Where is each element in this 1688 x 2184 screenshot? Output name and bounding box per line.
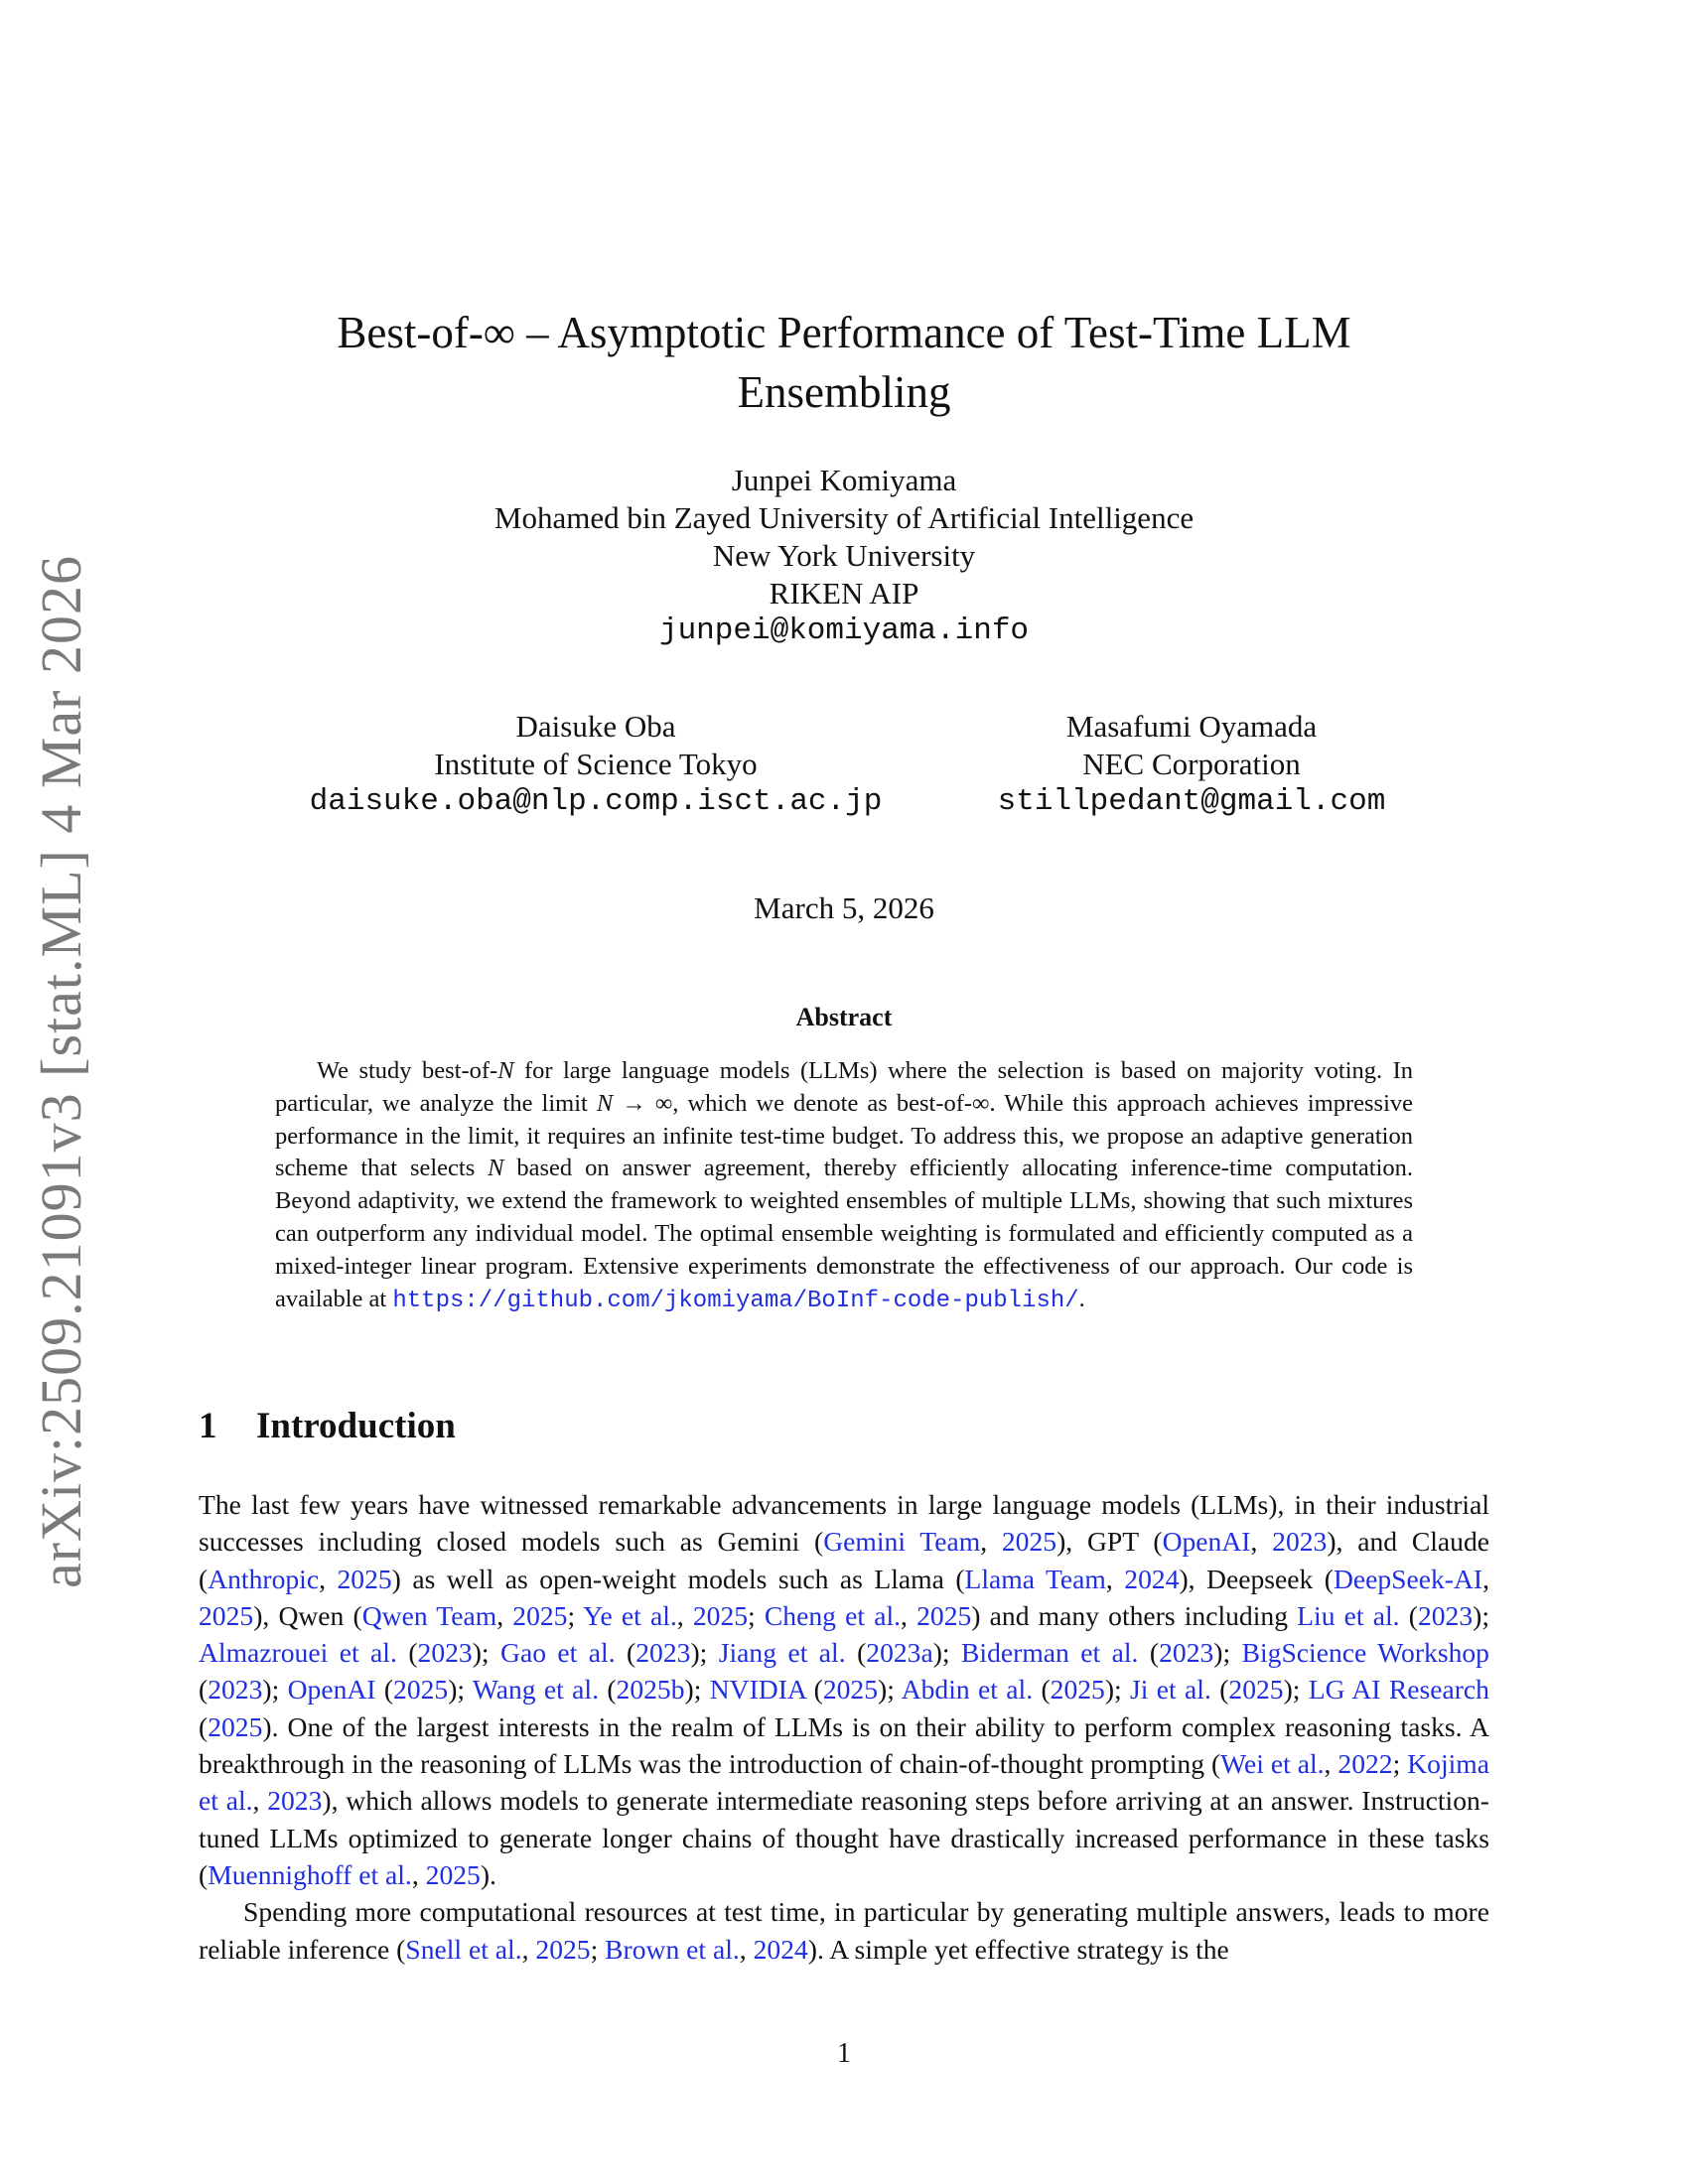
citation-link[interactable]: Biderman et al. xyxy=(961,1637,1139,1669)
paragraph-text: ; xyxy=(748,1599,765,1631)
publication-date: March 5, 2026 xyxy=(754,890,934,925)
citation-link[interactable]: 2025 xyxy=(199,1599,254,1631)
paragraph-text: ( xyxy=(1033,1674,1051,1706)
paragraph-text: ) and many others including xyxy=(971,1599,1298,1631)
paragraph-text: ); xyxy=(690,1637,719,1669)
author-affiliation: RIKEN AIP xyxy=(769,576,919,611)
citation-link[interactable]: 2023 xyxy=(208,1674,263,1706)
author-email: stillpedant@gmail.com xyxy=(997,784,1386,819)
paragraph-text: ( xyxy=(1210,1674,1229,1706)
paragraph-text: ), and Claude ( xyxy=(199,1526,1489,1594)
paragraph-text: ). A simple yet effective strategy is the xyxy=(807,1933,1229,1965)
abstract-body xyxy=(275,1055,1413,1317)
intro-paragraph-2 xyxy=(199,1893,1489,1968)
title-line-2: Ensembling xyxy=(737,367,951,417)
abstract-text: . xyxy=(1078,1285,1085,1312)
author-email: junpei@komiyama.info xyxy=(658,614,1030,648)
citation-link[interactable]: OpenAI xyxy=(1162,1526,1251,1558)
citation-link[interactable]: Kojima et al. xyxy=(199,1748,1490,1817)
paragraph-text: The last few years have witnessed remarkable advancements in large language models (LLMs), in their industrial successes including closed models such as Gemini ( xyxy=(199,1489,1489,1558)
citation-link[interactable]: BigScience Workshop xyxy=(1241,1637,1489,1669)
paper-title xyxy=(258,303,1430,422)
citation-link[interactable]: LG AI Research xyxy=(1308,1674,1489,1706)
paragraph-text: ( xyxy=(845,1637,867,1669)
math-symbol: N xyxy=(596,1089,614,1117)
abstract-text: based on answer agreement, thereby efficiently allocating inference-time computation. Beyond adaptivity, we extend the framework to weighted ensembles of multiple LLMs, showing that such mixtures can outperform any individual model. The optimal ensemble weighting is formulated and efficiently computed as a mixed-integer linear program. Extensive experiments demonstrate the effectiveness of our approach. Our code is available at xyxy=(275,1155,1414,1312)
citation-link[interactable]: 2025 xyxy=(425,1858,481,1890)
paragraph-text: , xyxy=(521,1933,536,1965)
abstract-text: for large language models (LLMs) where the selection is based on majority voting. In particular, we analyze the limit xyxy=(275,1057,1414,1117)
author-affiliation: Institute of Science Tokyo xyxy=(434,747,758,781)
citation-link[interactable]: OpenAI xyxy=(287,1674,376,1706)
paragraph-text: ( xyxy=(375,1674,394,1706)
author-block-oyamada xyxy=(953,708,1430,821)
citation-link[interactable]: Wang et al. xyxy=(472,1674,599,1706)
citation-link[interactable]: 2023 xyxy=(1417,1599,1474,1631)
page-number: 1 xyxy=(837,2038,851,2069)
paragraph-text: ; xyxy=(590,1933,606,1965)
abstract-text: , which we denote as best-of-∞. While this approach achieves impressive performance in the limit, it requires an infinite test-time budget. To address this, we propose an adaptive generation scheme that selects xyxy=(275,1089,1413,1182)
section-heading-introduction xyxy=(199,1405,456,1447)
math-symbol: N xyxy=(488,1155,504,1182)
paragraph-text: ( xyxy=(599,1674,617,1706)
paragraph-text: ); xyxy=(1283,1674,1309,1706)
paragraph-text: ), GPT ( xyxy=(1056,1526,1163,1558)
paragraph-text: ). One of the largest interests in the realm of LLMs is on their ability to perform complex reasoning tasks. A breakthrough in the reasoning of LLMs was the introduction of chain-of-thought prompting ( xyxy=(199,1710,1489,1780)
citation-link[interactable]: 2025 xyxy=(208,1710,263,1742)
author-block-komiyama xyxy=(348,462,1340,650)
citation-link[interactable]: 2025b xyxy=(616,1674,685,1706)
author-affiliation: New York University xyxy=(712,538,976,573)
citation-link[interactable]: 2023a xyxy=(866,1637,933,1669)
paragraph-text: ( xyxy=(199,1710,209,1742)
abstract-text: We study best-of- xyxy=(317,1057,498,1084)
paragraph-text: , xyxy=(411,1858,426,1890)
citation-link[interactable]: 2023 xyxy=(1272,1526,1328,1558)
citation-link[interactable]: 2023 xyxy=(1159,1637,1214,1669)
paragraph-text: , xyxy=(252,1785,268,1817)
paragraph-text: , xyxy=(739,1933,754,1965)
citation-link[interactable]: Ye et al. xyxy=(583,1599,677,1631)
paragraph-text: ( xyxy=(396,1637,418,1669)
arxiv-identifier-stamp: arXiv:2509.21091v3 [stat.ML] 4 Mar 2026 xyxy=(29,555,93,1588)
paragraph-text: ( xyxy=(615,1637,636,1669)
citation-link[interactable]: Anthropic xyxy=(208,1563,320,1594)
paragraph-text: ); xyxy=(1104,1674,1131,1706)
citation-link[interactable]: Wei et al. xyxy=(1220,1748,1325,1780)
citation-link[interactable]: Gao et al. xyxy=(500,1637,616,1669)
paragraph-text: ); xyxy=(262,1674,288,1706)
paragraph-text: , xyxy=(980,1526,1002,1558)
citation-link[interactable]: 2023 xyxy=(635,1637,691,1669)
intro-paragraph-1 xyxy=(199,1486,1489,1893)
author-email: daisuke.oba@nlp.comp.isct.ac.jp xyxy=(309,784,883,819)
citation-link[interactable]: 2025 xyxy=(1050,1674,1105,1706)
title-line-1: Best-of-∞ – Asymptotic Performance of Test-Time LLM xyxy=(337,308,1351,357)
citation-link[interactable]: 2024 xyxy=(1124,1563,1180,1594)
paragraph-text: , xyxy=(901,1599,917,1631)
paragraph-text: ); xyxy=(1213,1637,1242,1669)
citation-link[interactable]: 2025 xyxy=(692,1599,749,1631)
citation-link[interactable]: Ji et al. xyxy=(1130,1674,1211,1706)
citation-link[interactable]: 2025 xyxy=(337,1563,392,1594)
section-number: 1 xyxy=(199,1406,217,1446)
paragraph-text: ); xyxy=(448,1674,473,1706)
citation-link[interactable]: Brown et al. xyxy=(605,1933,740,1965)
abstract-heading: Abstract xyxy=(795,1003,893,1031)
citation-link[interactable]: Snell et al. xyxy=(405,1933,522,1965)
paragraph-text: ), Qwen ( xyxy=(253,1599,362,1631)
author-block-oba xyxy=(258,708,933,821)
citation-link[interactable]: Liu et al. xyxy=(1297,1599,1400,1631)
paragraph-text: , xyxy=(1250,1526,1273,1558)
paragraph-text: ( xyxy=(805,1674,823,1706)
code-repository-link[interactable]: https://github.com/jkomiyama/BoInf-code-publish/ xyxy=(392,1287,1079,1314)
author-name: Daisuke Oba xyxy=(515,709,676,744)
paragraph-text: ; xyxy=(1392,1748,1408,1780)
math-limit: → ∞ xyxy=(613,1089,673,1117)
paragraph-text: , xyxy=(1105,1563,1125,1594)
paragraph-text: ); xyxy=(472,1637,501,1669)
paragraph-text: ; xyxy=(567,1599,584,1631)
author-affiliation: Mohamed bin Zayed University of Artificial Intelligence xyxy=(493,500,1195,535)
citation-link[interactable]: Llama Team xyxy=(964,1563,1106,1594)
paragraph-text: ( xyxy=(1399,1599,1418,1631)
paragraph-text: ( xyxy=(199,1674,209,1706)
paragraph-text: , xyxy=(676,1599,693,1631)
citation-link[interactable]: Almazrouei et al. xyxy=(199,1637,397,1669)
citation-link[interactable]: 2025 xyxy=(1228,1674,1284,1706)
citation-link[interactable]: Jiang et al. xyxy=(718,1637,846,1669)
citation-link[interactable]: 2025 xyxy=(512,1599,568,1631)
math-symbol: N xyxy=(497,1057,514,1084)
paragraph-text: ); xyxy=(1473,1599,1489,1631)
citation-link[interactable]: NVIDIA xyxy=(709,1674,806,1706)
author-affiliation: NEC Corporation xyxy=(1082,747,1301,781)
paragraph-text: ), Deepseek ( xyxy=(1179,1563,1334,1594)
author-name: Junpei Komiyama xyxy=(731,463,957,497)
section-title: Introduction xyxy=(256,1406,456,1446)
paragraph-text: ). xyxy=(480,1858,496,1890)
citation-link[interactable]: 2025 xyxy=(822,1674,879,1706)
paragraph-text: ); xyxy=(878,1674,902,1706)
citation-link[interactable]: 2023 xyxy=(267,1785,323,1817)
paragraph-text: ); xyxy=(684,1674,710,1706)
citation-link[interactable]: 2024 xyxy=(753,1933,808,1965)
paragraph-text: ); xyxy=(932,1637,962,1669)
citation-link[interactable]: Cheng et al. xyxy=(764,1599,902,1631)
author-name: Masafumi Oyamada xyxy=(1065,709,1318,744)
paragraph-text: Spending more computational resources at test time, in particular by generating multiple answers, leads to more reliable inference ( xyxy=(199,1896,1489,1965)
paragraph-text: ( xyxy=(1138,1637,1160,1669)
citation-link[interactable]: 2025 xyxy=(916,1599,972,1631)
introduction-body xyxy=(199,1486,1489,1968)
citation-link[interactable]: Gemini Team xyxy=(823,1526,981,1558)
paragraph-text: ), which allows models to generate intermediate reasoning steps before arriving at an answer. Instruction-tuned LLMs optimized to generate longer chains of thought have drastically increased performance in these tasks ( xyxy=(199,1785,1489,1890)
citation-link[interactable]: 2025 xyxy=(1001,1526,1057,1558)
paragraph-text: , xyxy=(1482,1563,1490,1594)
citation-link[interactable]: Muennighoff et al. xyxy=(208,1858,412,1890)
paragraph-text: , xyxy=(496,1599,513,1631)
citation-link[interactable]: Qwen Team xyxy=(361,1599,497,1631)
citation-link[interactable]: 2025 xyxy=(535,1933,591,1965)
citation-link[interactable]: 2025 xyxy=(393,1674,449,1706)
citation-link[interactable]: Abdin et al. xyxy=(901,1674,1034,1706)
paragraph-text: , xyxy=(1324,1748,1338,1780)
citation-link[interactable]: 2022 xyxy=(1337,1748,1393,1780)
paragraph-text: ) as well as open-weight models such as Llama ( xyxy=(391,1563,965,1594)
paragraph-text: , xyxy=(319,1563,338,1594)
citation-link[interactable]: 2023 xyxy=(417,1637,473,1669)
citation-link[interactable]: DeepSeek-AI xyxy=(1333,1563,1483,1594)
